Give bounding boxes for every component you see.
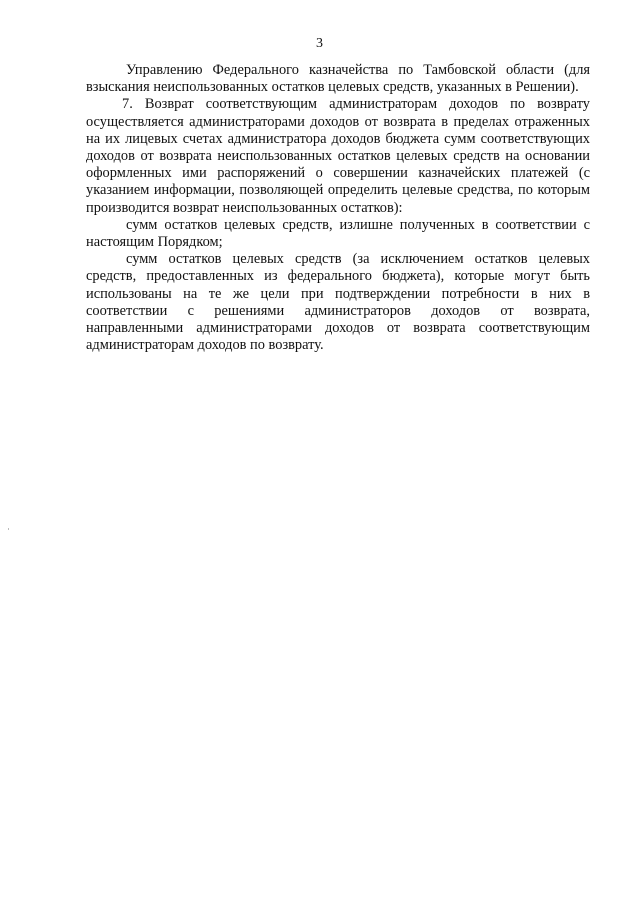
paragraph-item-7: 7. Возврат соответствующим администраторам доходов по возврату осуществляется администраторами доходов от возврата в пределах отраженных на их лицевых счетах администратора доходов бюджета сумм соответствующих доходов от возврата неиспользованных остатков целевых средств на основании оформленных ими распоряжений о совершении казначейских платежей (с указанием информации, позволяющей определить целевые средства, по которым производится возврат неиспользованных остатков):	[86, 96, 590, 216]
document-body	[86, 62, 590, 354]
paragraph-list-item-1: сумм остатков целевых средств, излишне полученных в соответствии с настоящим Порядком;	[86, 216, 590, 251]
scan-speck	[8, 528, 9, 530]
paragraph-list-item-2: сумм остатков целевых средств (за исключением остатков целевых средств, предоставленных из федерального бюджета), которые могут быть использованы на те же цели при подтверждении потребности в них в соответствии с решениями администраторов доходов от возврата, направленными администраторами доходов от возврата соответствующим администраторам доходов по возврату.	[86, 251, 590, 354]
paragraph-continuation: Управлению Федерального казначейства по Тамбовской области (для взыскания неиспользованных остатков целевых средств, указанных в Решении).	[86, 62, 590, 96]
page-number: 3	[316, 36, 323, 51]
